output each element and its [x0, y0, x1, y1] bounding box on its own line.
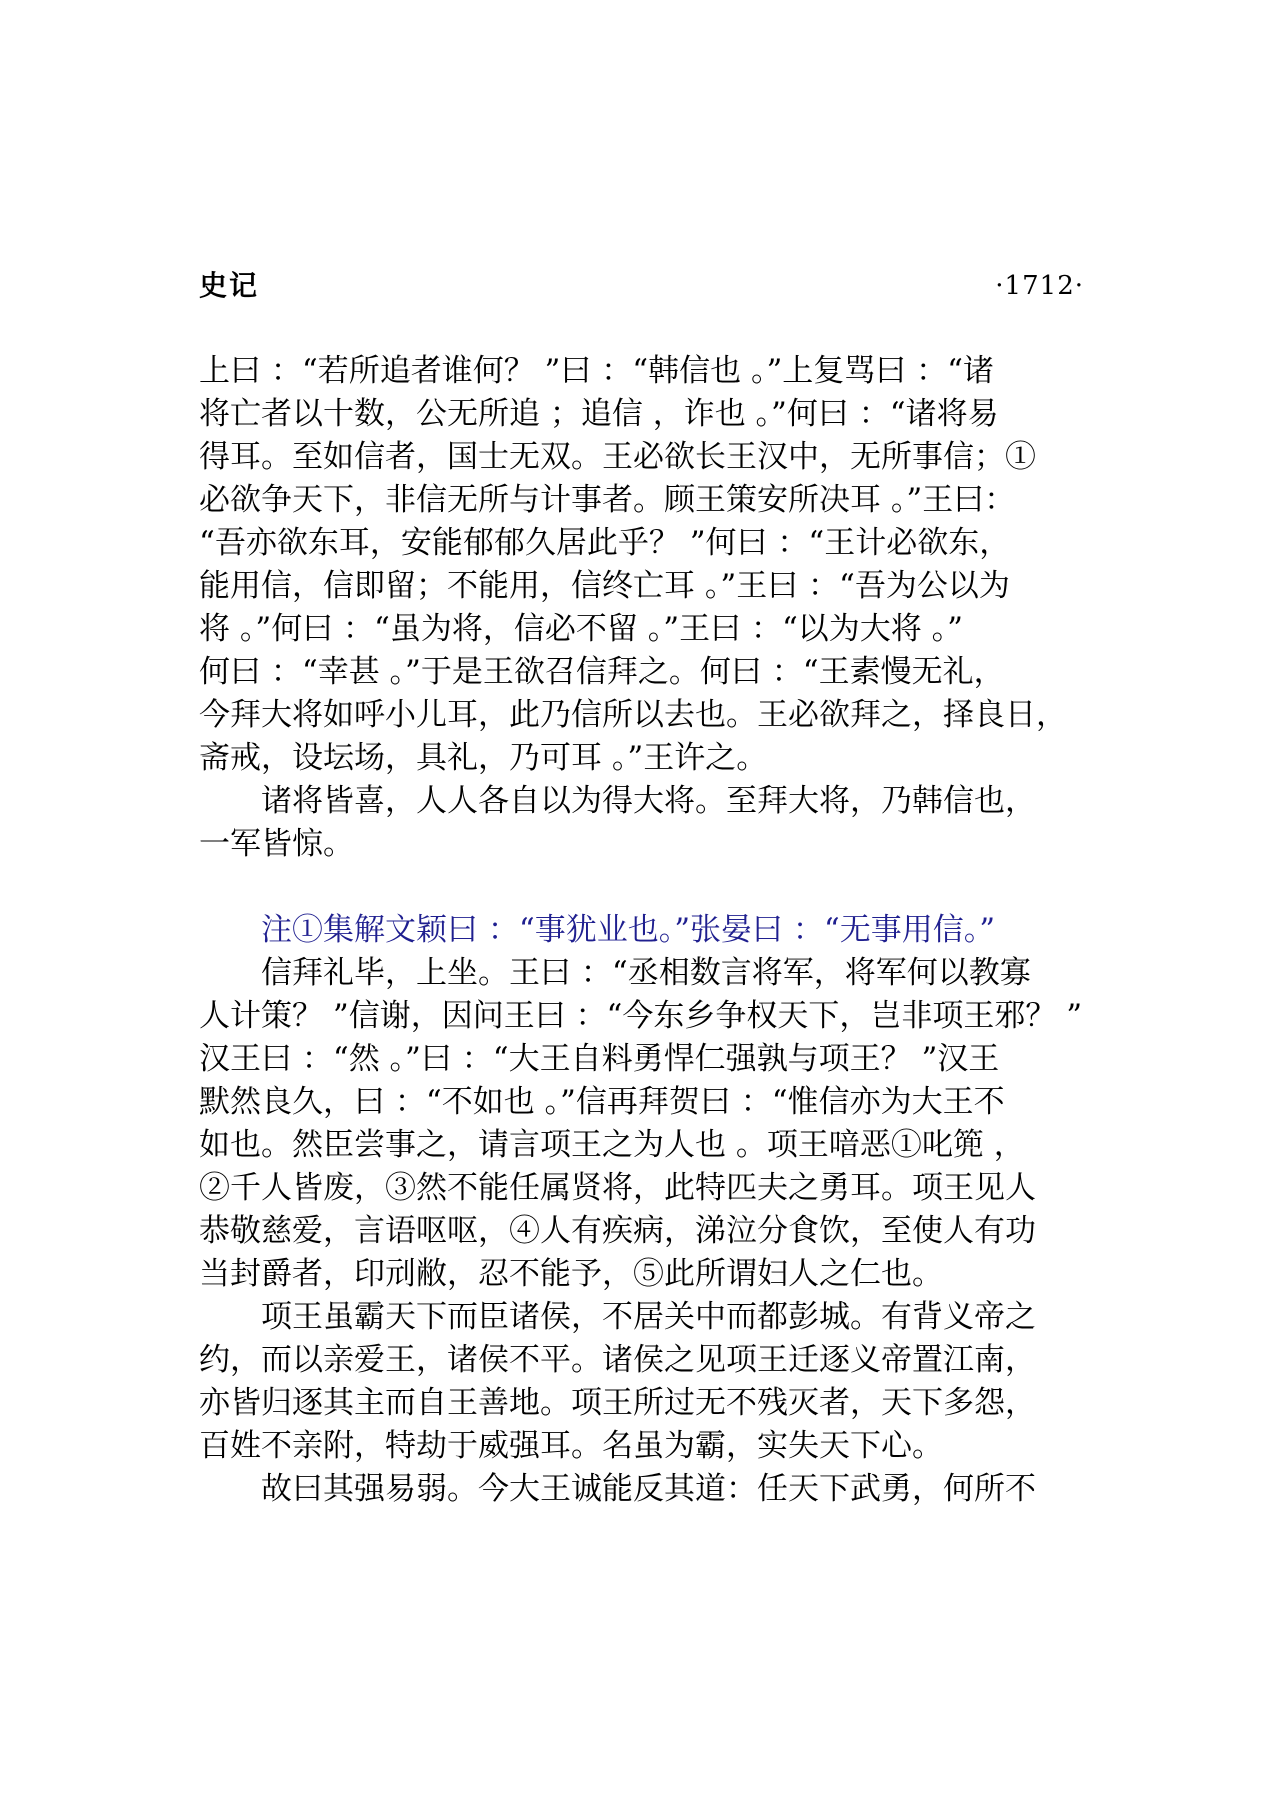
page-number: ·1712· [995, 271, 1084, 301]
text-line: 今拜大将如呼小儿耳，此乃信所以去也。王必欲拜之，择良日， [199, 697, 1067, 733]
text-line: 诸将皆喜，人人各自以为得大将。至拜大将，乃韩信也， [261, 783, 1036, 819]
text-line: 亦皆归逐其主而自王善地。项王所过无不残灭者，天下多怨， [199, 1385, 1036, 1421]
text-line: 约，而以亲爱王，诸侯不平。诸侯之见项王迁逐义帝置江南， [199, 1342, 1036, 1378]
paragraph-gap [199, 866, 1084, 909]
text-line: 默然良久，曰 ：“不如也 。”信再拜贺曰 ：“惟信亦为大王不 [199, 1084, 1005, 1120]
text-line: 必欲争天下，非信无所与计事者。顾王策安所决耳 。”王曰： [199, 482, 1016, 518]
text-line: 一军皆惊。 [199, 826, 354, 862]
text-line: 项王虽霸天下而臣诸侯，不居关中而都彭城。有背义帝之 [261, 1299, 1036, 1335]
text-line: “吾亦欲东耳，安能郁郁久居此乎？ ”何曰 ：“王计必欲东， [199, 525, 1011, 561]
text-line: 如也。然臣尝事之，请言项王之为人也 。项王喑恶①叱篼 ， [199, 1127, 1025, 1163]
text-line: 能用信，信即留；不能用，信终亡耳 。”王曰 ：“吾为公以为 [199, 568, 1010, 604]
text-line: 上曰 ：“若所追者谁何？ ”曰 ：“韩信也 。”上复骂曰 ：“诸 [199, 353, 995, 389]
text-line: 汉王曰 ：“然 。”曰 ：“大王自料勇悍仁强孰与项王？ ”汉王 [199, 1041, 1000, 1077]
text-line: 何曰 ：“幸甚 。”于是王欲召信拜之。何曰 ：“王素慢无礼， [199, 654, 1005, 690]
text-line: 将亡者以十数，公无所追 ；追信 ，诈也 。”何曰 ：“诸将易 [199, 396, 999, 432]
text-line: ②千人皆废，③然不能任属贤将，此特匹夫之勇耳。项王见人 [199, 1170, 1036, 1206]
page-header [199, 266, 1084, 306]
text-line: 百姓不亲附，特劫于威强耳。名虽为霸，实失天下心。 [199, 1428, 943, 1464]
text-line: 得耳。至如信者，国士无双。王必欲长王汉中，无所事信；① [199, 439, 1036, 475]
text-line: 斋戒，设坛场，具礼，乃可耳 。”王许之。 [199, 740, 768, 776]
text-line: 当封爵者，印刓敝，忍不能予，⑤此所谓妇人之仁也。 [199, 1256, 943, 1292]
text-line: 信拜礼毕，上坐。王曰 ：“丞相数言将军，将军何以教寡 [261, 955, 1031, 991]
book-title: 史记 [199, 269, 260, 302]
text-line: 将 。”何曰 ：“虽为将，信必不留 。”王曰 ：“以为大将 。” [199, 611, 964, 647]
main-text [199, 350, 1084, 1511]
footnote: 注①集解文颖曰 ：“事犹业也。”张晏曰 ：“无事用信。” [261, 912, 996, 948]
text-line: 故曰其强易弱。今大王诚能反其道：任天下武勇，何所不 [261, 1471, 1036, 1507]
text-line: 恭敬慈爱，言语呕呕，④人有疾病，涕泣分食饮，至使人有功 [199, 1213, 1036, 1249]
text-line: 人计策？ ”信谢，因问王曰 ：“今东乡争权天下，岂非项王邪？ ” [199, 998, 1083, 1034]
